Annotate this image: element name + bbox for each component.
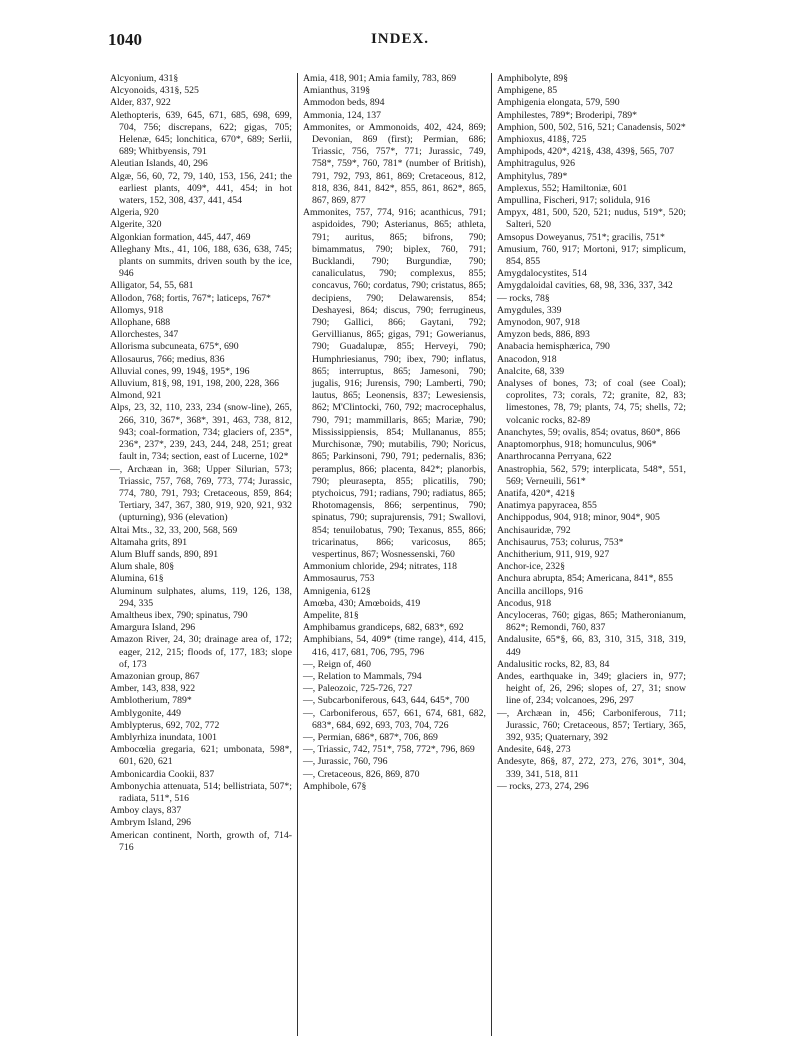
- index-entry: Amynodon, 907, 918: [497, 317, 580, 329]
- index-entry: Ammonites, or Ammonoids, 402, 424, 869; Devonian, 869 (first); Permian, 686; Triassic, 756, 757*, 771; Jurassic, 749, 758*, 759*, 760, 781* (number of British), 791, 792, 793, 861, 869; Cretaceous, 812, 818, 836, 841, 842*, 855, 861, 862*, 865, 867, 869, 877: [303, 121, 486, 207]
- index-entry: Algæ, 56, 60, 72, 79, 140, 153, 156, 241; the earliest plants, 409*, 441, 454; in hot waters, 152, 308, 437, 441, 454: [110, 170, 292, 207]
- index-entry: Amazonian group, 867: [110, 670, 200, 682]
- index-entry: Amblotherium, 789*: [110, 695, 192, 707]
- index-entry: Anarthrocanna Perryana, 622: [497, 451, 612, 463]
- index-entry: Amphioxus, 418§, 725: [497, 134, 587, 146]
- index-entry: Analcite, 68, 339: [497, 365, 565, 377]
- index-column-right: [497, 73, 686, 793]
- index-column-middle: [303, 73, 486, 793]
- index-entry: Amargura Island, 296: [110, 622, 196, 634]
- index-entry: Alps, 23, 32, 110, 233, 234 (snow-line), 265, 266, 310, 367*, 368*, 391, 463, 738, 812, 943; coal-formation, 734; glaciers of, 235*, 236*, 237*, 239, 243, 244, 248, 251; great fault in, 734; section, east of Lucerne, 102*: [110, 402, 292, 463]
- index-entry: Ancyloceras, 760; gigas, 865; Matheronianum, 862*; Remondi, 760, 837: [497, 609, 686, 634]
- index-entry: Anchippodus, 904, 918; minor, 904*, 905: [497, 512, 660, 524]
- index-entry: Amphibole, 67§: [303, 780, 367, 792]
- index-entry: Amboy clays, 837: [110, 805, 182, 817]
- index-entry: —, Carboniferous, 657, 661, 674, 681, 682, 683*, 684, 692, 693, 703, 704, 726: [303, 707, 486, 731]
- index-entry: Ampullina, Fischeri, 917; solidula, 916: [497, 195, 651, 207]
- index-entry: Ambonicardia Cookii, 837: [110, 768, 215, 780]
- index-entry: Andalusite, 65*§, 66, 83, 310, 315, 318, 319, 449: [497, 634, 686, 658]
- index-entry: Allosaurus, 766; medius, 836: [110, 353, 225, 365]
- running-head: INDEX.: [370, 31, 430, 47]
- index-entry: Amplexus, 552; Hamiltoniæ, 601: [497, 182, 628, 194]
- index-entry: Amphipods, 420*, 421§, 438, 439§, 565, 707: [497, 146, 675, 158]
- index-entry: Amazon River, 24, 30; drainage area of, 172; eager, 212, 215; floods of, 177, 183; slope of, 173: [110, 634, 292, 670]
- index-entry: Ampelite, 81§: [303, 609, 359, 621]
- index-entry: Amaltheus ibex, 790; spinatus, 790: [110, 609, 248, 621]
- index-entry: Alluvium, 81§, 98, 191, 198, 200, 228, 366: [110, 378, 280, 390]
- index-entry: Ancodus, 918: [497, 597, 552, 609]
- index-entry: Amœba, 430; Amœboids, 419: [303, 597, 421, 609]
- page-number: 1040: [108, 30, 142, 49]
- index-entry: Ananchytes, 59; ovalis, 854; ovatus, 860*, 866: [497, 426, 681, 438]
- index-entry: Amphitragulus, 926: [497, 158, 575, 170]
- index-entry: Amyzon beds, 886, 893: [497, 329, 590, 341]
- index-entry: Amia, 418, 901; Amia family, 783, 869: [303, 73, 457, 84]
- index-entry: Anacodon, 918: [497, 353, 557, 365]
- index-entry: Amphibians, 54, 409* (time range), 414, 415, 416, 417, 681, 706, 795, 796: [303, 634, 486, 658]
- index-entry: Alluvial cones, 99, 194§, 195*, 196: [110, 365, 250, 377]
- index-entry: Alum shale, 80§: [110, 561, 175, 573]
- index-entry: Anastrophia, 562, 579; interplicata, 548*, 551, 569; Verneuili, 561*: [497, 463, 686, 487]
- index-entry: Ammonia, 124, 137: [303, 109, 381, 121]
- index-entry: Alum Bluff sands, 890, 891: [110, 548, 219, 560]
- index-entry: Amber, 143, 838, 922: [110, 683, 196, 695]
- index-entry: Amygdules, 339: [497, 304, 562, 316]
- column-rule: [491, 73, 492, 1036]
- index-entry: —, Archæan in, 456; Carboniferous, 711; Jurassic, 760; Cretaceous, 857; Tertiary, 365, 392, 935; Quaternary, 392: [497, 707, 686, 743]
- index-entry: Altai Mts., 32, 33, 200, 568, 569: [110, 524, 238, 536]
- index-entry: Alumina, 61§: [110, 573, 164, 585]
- index-entry: Allorchestes, 347: [110, 329, 179, 341]
- index-entry: Aluminum sulphates, alums, 119, 126, 138, 294, 335: [110, 585, 292, 609]
- index-entry: Altamaha grits, 891: [110, 536, 188, 548]
- index-entry: —, Paleozoic, 725-726, 727: [303, 683, 413, 695]
- index-entry: Andesite, 64§, 273: [497, 744, 571, 756]
- index-entry: Alder, 837, 922: [110, 97, 171, 109]
- index-entry: Ambocœlia gregaria, 621; umbonata, 598*, 601, 620, 621: [110, 744, 292, 768]
- index-entry: Ambrym Island, 296: [110, 817, 191, 829]
- index-entry: Ammosaurus, 753: [303, 573, 375, 585]
- index-entry: —, Permian, 686*, 687*, 706, 869: [303, 731, 438, 743]
- index-entry: Amphitylus, 789*: [497, 170, 568, 182]
- index-entry: Anchitherium, 911, 919, 927: [497, 548, 610, 560]
- index-entry: Anchor-ice, 232§: [497, 561, 566, 573]
- index-entry: —, Cretaceous, 826, 869, 870: [303, 768, 420, 780]
- index-entry: Allophane, 688: [110, 317, 171, 329]
- index-entry: Andalusitic rocks, 82, 83, 84: [497, 658, 610, 670]
- index-entry: Amusium, 760, 917; Mortoni, 917; simplicum, 854, 855: [497, 243, 686, 268]
- index-entry: Anchisaurus, 753; colurus, 753*: [497, 536, 624, 548]
- index-entry: Anatifa, 420*, 421§: [497, 487, 575, 499]
- index-entry: Amsopus Doweyanus, 751*; gracilis, 751*: [497, 231, 665, 243]
- index-entry: — rocks, 273, 274, 296: [497, 780, 589, 792]
- index-entry: Andesyte, 86§, 87, 272, 273, 276, 301*, 304, 339, 341, 518, 811: [497, 756, 686, 780]
- index-entry: Algeria, 920: [110, 207, 159, 219]
- index-entry: Almond, 921: [110, 390, 162, 402]
- index-entry: Amnigenia, 612§: [303, 585, 371, 597]
- index-entry: American continent, North, growth of, 714-716: [110, 829, 292, 853]
- index-entry: —, Subcarboniferous, 643, 644, 645*, 700: [303, 695, 470, 707]
- index-entry: —, Jurassic, 760, 796: [303, 756, 388, 768]
- index-entry: Analyses of bones, 73; of coal (see Coal); coprolites, 73; corals, 72; granite, 82, 83; limestones, 78, 79; plants, 74, 75; shells, 72; volcanic rocks, 82-89: [497, 378, 686, 426]
- index-entry: Ammodon beds, 894: [303, 97, 385, 109]
- index-entry: Allorisma subcuneata, 675*, 690: [110, 341, 239, 353]
- index-entry: —, Relation to Mammals, 794: [303, 670, 422, 682]
- index-entry: Amphion, 500, 502, 516, 521; Canadensis, 502*: [497, 121, 686, 133]
- index-column-left: [110, 73, 292, 854]
- index-entry: Algonkian formation, 445, 447, 469: [110, 231, 251, 243]
- index-entry: Anaptomorphus, 918; homunculus, 906*: [497, 439, 657, 451]
- index-entry: Aleutian Islands, 40, 296: [110, 158, 208, 170]
- index-entry: Amianthus, 319§: [303, 85, 371, 97]
- index-entry: Alcyonium, 431§: [110, 73, 179, 84]
- index-entry: Ampyx, 481, 500, 520, 521; nudus, 519*, 520; Salteri, 520: [497, 207, 686, 231]
- index-entry: Alcyonoids, 431§, 525: [110, 85, 199, 97]
- index-entry: Andes, earthquake in, 349; glaciers in, 977; height of, 26, 296; slopes of, 27, 31; snow line of, 234; volcanoes, 296, 297: [497, 670, 686, 707]
- index-entry: Ammonites, 757, 774, 916; acanthicus, 791; aspidoides, 790; Asterianus, 865; athleta, 791; auritus, 865; bifrons, 790; bimammatus, 790; biplex, 760, 791; Bucklandi, 790; Burgundiæ, 790; canaliculatus, 790; complexus, 855; concavus, 760; cordatus, 790; cristatus, 865; decipiens, 790; Delawarensis, 854; Deshayesi, 864; discus, 790; ferrugineus, 790; Gallici, 866; Gaytani, 792; Gervillianus, 865; gigas, 791; Gowerianus, 790; Guadalupæ, 855; Herveyi, 790; Humphriesianus, 790; ibex, 790; inflatus, 865; interruptus, 865; Jamesoni, 790; jugalis, 916; Jurensis, 790; Lamberti, 790; lautus, 865; Leonensis, 837; Lewesiensis, 862; M'Clintocki, 760, 792; macrocephalus, 790, 791; mammillaris, 865; Mariæ, 790; Mississippiensis, 854; Mullananus, 855; Murchisonæ, 790; mutabilis, 790; Noricus, 865; Parkinsoni, 790, 791; pedernalis, 836; peramplus, 866; placenta, 842*; planorbis, 790; pleurasepta, 855; plicatilis, 790; ptychoicus, 791; radians, 790; radiatus, 865; Rhotomagensis, 866; serpentinus, 790; spinatus, 790; suprajurensis, 791; Swallovi, 854; tenuilobatus, 790; Texanus, 855, 866; tricarinatus, 866; varicosus, 865; vespertinus, 867; Wosnessenski, 760: [303, 207, 486, 560]
- index-entry: Amygdaloidal cavities, 68, 98, 336, 337, 342: [497, 280, 673, 292]
- index-entry: Amphigene, 85: [497, 85, 558, 97]
- index-entry: Algerite, 320: [110, 219, 162, 231]
- index-entry: Amphibolyte, 89§: [497, 73, 568, 84]
- index-entry: Anatimya papyracea, 855: [497, 500, 597, 512]
- index-entry: Amphibamus grandiceps, 682, 683*, 692: [303, 622, 464, 634]
- index-entry: Amphigenia elongata, 579, 590: [497, 97, 620, 109]
- index-entry: Allodon, 768; fortis, 767*; laticeps, 767*: [110, 292, 271, 304]
- index-entry: Allomys, 918: [110, 304, 164, 316]
- index-entry: Anchura abrupta, 854; Americana, 841*, 855: [497, 573, 673, 585]
- index-entry: Alethopteris, 639, 645, 671, 685, 698, 699, 704, 756; discrepans, 622; gigas, 705; Helenæ, 645; lonchitica, 670*, 689; Serlii, 689; Whitbyensis, 791: [110, 109, 292, 158]
- index-entry: Alleghany Mts., 41, 106, 188, 636, 638, 745; plants on summits, driven south by the ice, 946: [110, 243, 292, 280]
- index-entry: —, Reign of, 460: [303, 658, 371, 670]
- index-entry: —, Triassic, 742, 751*, 758, 772*, 796, 869: [303, 744, 475, 756]
- index-entry: Amphilestes, 789*; Broderipi, 789*: [497, 109, 638, 121]
- index-entry: Ammonium chloride, 294; nitrates, 118: [303, 561, 457, 573]
- index-entry: Anabacia hemisphærica, 790: [497, 341, 610, 353]
- index-entry: Amblygonite, 449: [110, 707, 181, 719]
- index-entry: Amblyrhiza inundata, 1001: [110, 731, 217, 743]
- column-rule: [297, 73, 298, 1036]
- index-entry: Ancilla ancillops, 916: [497, 585, 583, 597]
- index-entry: Alligator, 54, 55, 681: [110, 280, 194, 292]
- index-entry: Amygdalocystites, 514: [497, 268, 587, 280]
- index-entry: Ambonychia attenuata, 514; bellistriata, 507*; radiata, 511*, 516: [110, 780, 292, 804]
- index-entry: —, Archæan in, 368; Upper Silurian, 573; Triassic, 757, 768, 769, 773, 774; Jurassic, 774, 780, 791, 793; Cretaceous, 859, 864; Tertiary, 347, 367, 380, 919, 920, 921, 932 (upturning), 936 (elevation): [110, 463, 292, 524]
- index-entry: Anchisauridæ, 792: [497, 524, 571, 536]
- index-entry: Amblypterus, 692, 702, 772: [110, 719, 220, 731]
- index-entry: — rocks, 78§: [497, 292, 550, 304]
